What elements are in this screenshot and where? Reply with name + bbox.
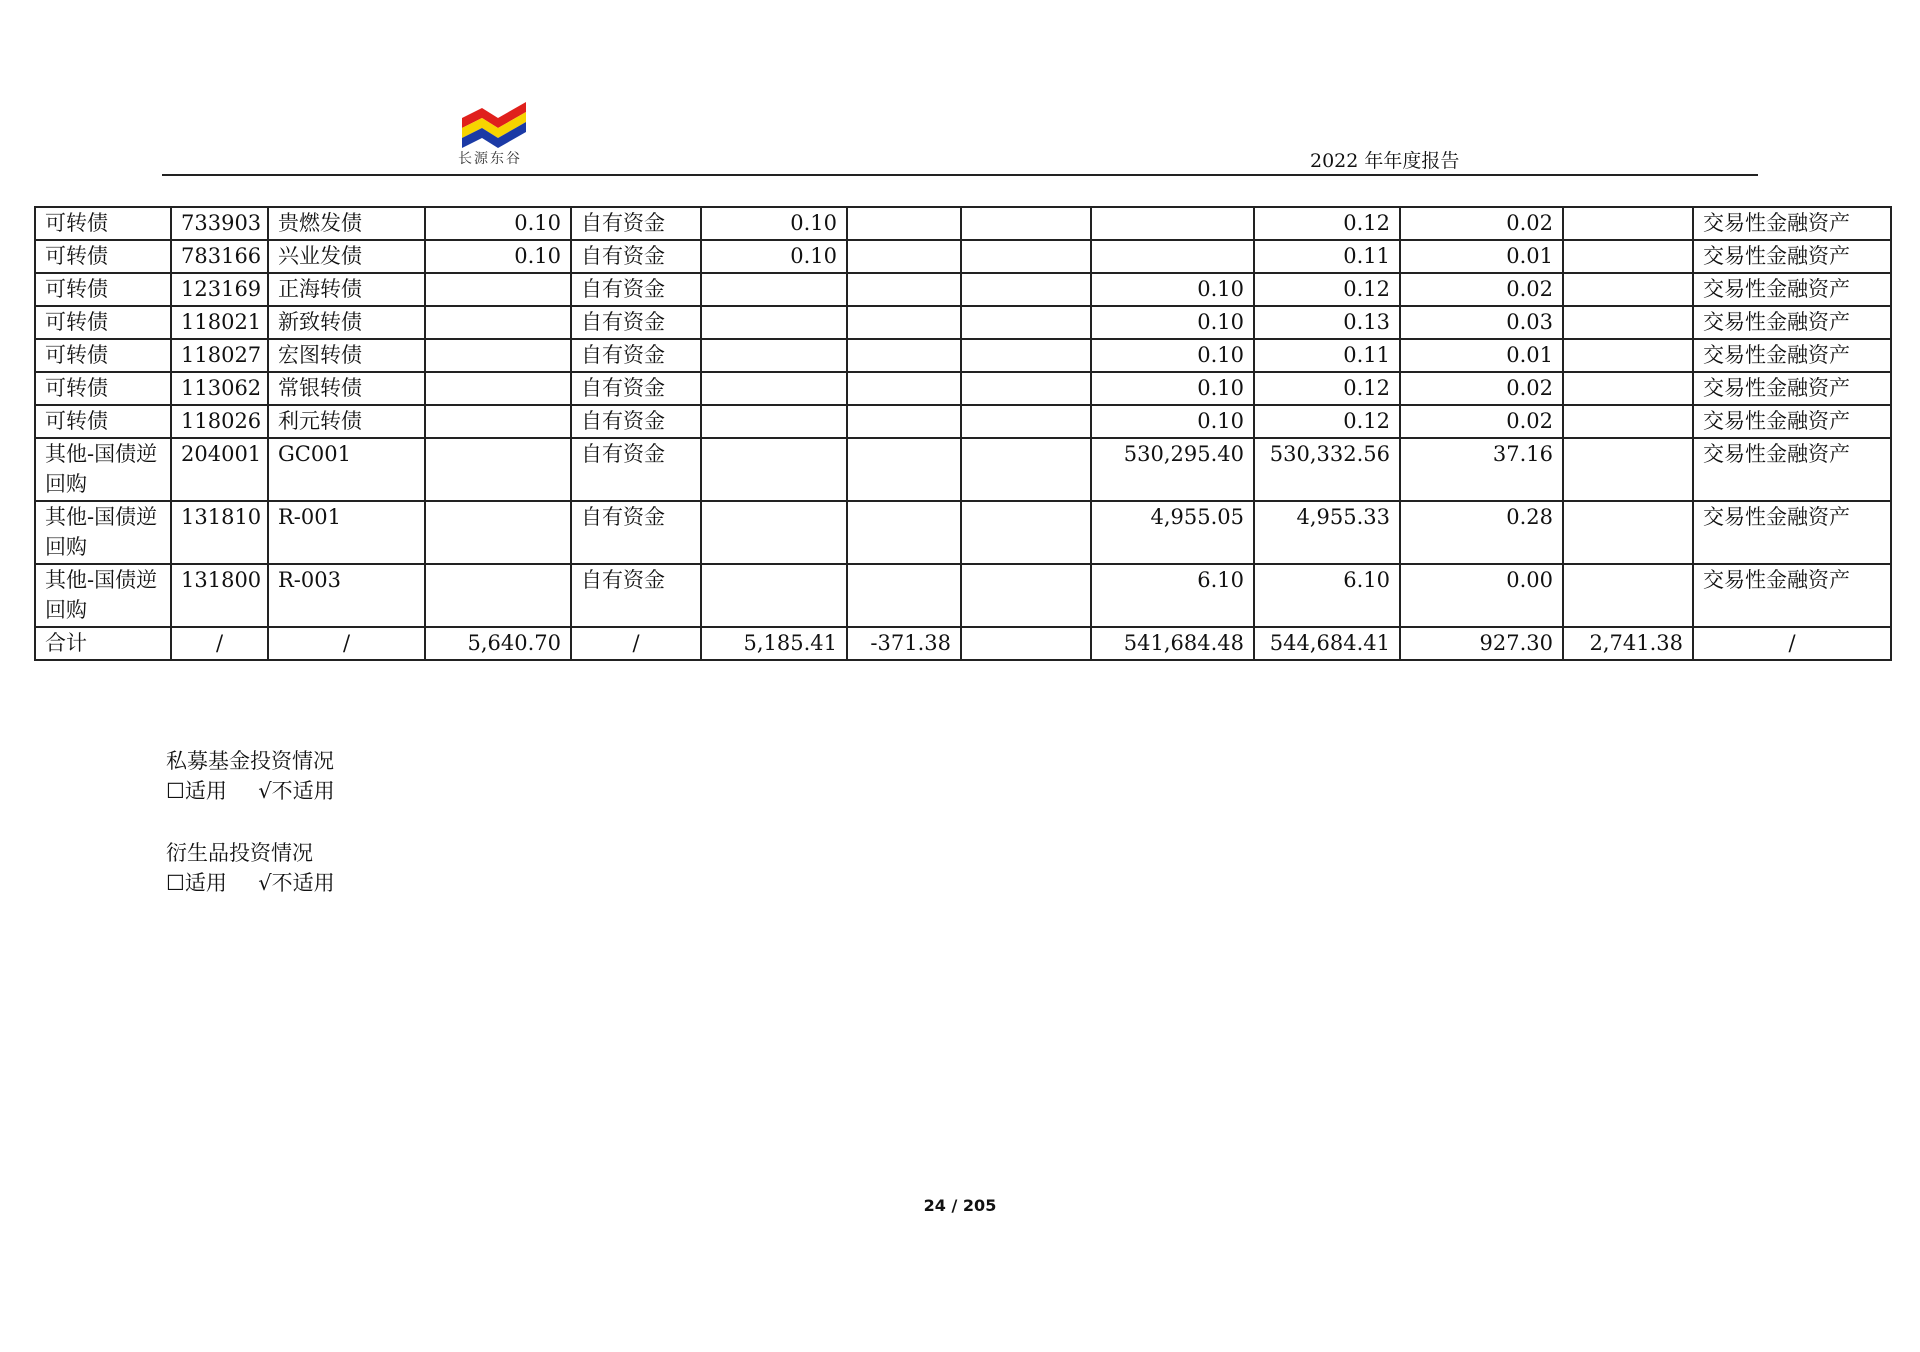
table-row: [35, 405, 1891, 438]
table-cell: 123169: [171, 273, 268, 306]
table-cell: [1563, 438, 1693, 501]
table-cell: 利元转债: [268, 405, 425, 438]
table-cell: [847, 339, 961, 372]
table-cell: [1563, 207, 1693, 240]
table-cell: 交易性金融资产: [1693, 372, 1891, 405]
table-cell: [1563, 405, 1693, 438]
table-cell: 4,955.33: [1254, 501, 1400, 564]
table-cell: [847, 207, 961, 240]
table-cell: [425, 438, 571, 501]
table-row: [35, 501, 1891, 564]
table-cell: 可转债: [35, 306, 171, 339]
table-cell: [1563, 240, 1693, 273]
table-cell: 可转债: [35, 273, 171, 306]
table-cell: [425, 405, 571, 438]
table-row: [35, 207, 1891, 240]
option-applicable: ☐适用: [166, 871, 227, 895]
option-not-applicable: √不适用: [258, 779, 335, 803]
table-cell: 可转债: [35, 207, 171, 240]
table-cell: 118021: [171, 306, 268, 339]
table-cell: [961, 240, 1091, 273]
table-cell: 新致转债: [268, 306, 425, 339]
table-cell: 交易性金融资产: [1693, 564, 1891, 627]
table-cell: [847, 240, 961, 273]
table-cell: [701, 501, 847, 564]
table-cell: [1091, 240, 1254, 273]
table-cell: [1563, 372, 1693, 405]
table-cell: [425, 501, 571, 564]
table-cell: 4,955.05: [1091, 501, 1254, 564]
page-number: 24 / 205: [923, 1196, 997, 1215]
table-cell: [701, 306, 847, 339]
table-cell: 0.13: [1254, 306, 1400, 339]
table-cell: 0.10: [1091, 405, 1254, 438]
table-cell: 交易性金融资产: [1693, 438, 1891, 501]
table-cell: 可转债: [35, 240, 171, 273]
table-cell: 0.12: [1254, 207, 1400, 240]
table-cell: 0.10: [701, 240, 847, 273]
table-cell: 0.01: [1400, 240, 1563, 273]
table-cell: 宏图转债: [268, 339, 425, 372]
table-cell: [961, 501, 1091, 564]
table-cell: [701, 273, 847, 306]
table-cell: [701, 339, 847, 372]
table-total-row: [35, 627, 1891, 660]
table-cell: 其他-国债逆回购: [35, 438, 171, 501]
table-cell: 交易性金融资产: [1693, 207, 1891, 240]
table-cell: R-003: [268, 564, 425, 627]
table-cell: [1563, 501, 1693, 564]
table-cell: 544,684.41: [1254, 627, 1400, 660]
table-cell: -371.38: [847, 627, 961, 660]
table-cell: 118026: [171, 405, 268, 438]
option-applicable: ☐适用: [166, 779, 227, 803]
table-cell: 0.11: [1254, 339, 1400, 372]
table-cell: 交易性金融资产: [1693, 273, 1891, 306]
table-cell: 5,640.70: [425, 627, 571, 660]
table-cell: [961, 207, 1091, 240]
option-not-applicable: √不适用: [258, 871, 335, 895]
table-cell: [961, 627, 1091, 660]
table-cell: [1563, 306, 1693, 339]
table-cell: [961, 405, 1091, 438]
table-cell: 2,741.38: [1563, 627, 1693, 660]
section-title: 私募基金投资情况: [166, 749, 334, 773]
table-cell: /: [171, 627, 268, 660]
table-cell: /: [268, 627, 425, 660]
securities-investment-table: [34, 206, 1892, 661]
table-cell: 37.16: [1400, 438, 1563, 501]
header-divider: [162, 174, 1758, 176]
table-row: [35, 273, 1891, 306]
table-cell: 927.30: [1400, 627, 1563, 660]
table-cell: 0.10: [425, 207, 571, 240]
table-row: [35, 240, 1891, 273]
table-cell: [425, 339, 571, 372]
table-cell: [847, 564, 961, 627]
table-cell: [961, 564, 1091, 627]
logo-text: 长源东谷: [458, 151, 522, 167]
table-cell: 自有资金: [571, 405, 701, 438]
table-cell: 交易性金融资产: [1693, 339, 1891, 372]
applicability-options: [166, 776, 335, 806]
table-cell: 0.10: [1091, 306, 1254, 339]
report-title: 2022 年年度报告: [1310, 150, 1460, 172]
table-cell: 自有资金: [571, 240, 701, 273]
table-cell: 自有资金: [571, 306, 701, 339]
table-cell: [847, 405, 961, 438]
table-cell: 合计: [35, 627, 171, 660]
table-cell: 0.12: [1254, 372, 1400, 405]
applicability-options: [166, 868, 335, 898]
table-cell: 0.10: [1091, 372, 1254, 405]
section-private-fund: [166, 746, 335, 806]
table-cell: 0.10: [701, 207, 847, 240]
table-cell: [701, 372, 847, 405]
section-title: 衍生品投资情况: [166, 841, 313, 865]
table-cell: 自有资金: [571, 501, 701, 564]
table-cell: [425, 273, 571, 306]
table-cell: 530,295.40: [1091, 438, 1254, 501]
table-cell: 自有资金: [571, 339, 701, 372]
table-cell: 0.02: [1400, 273, 1563, 306]
table-cell: 常银转债: [268, 372, 425, 405]
table-row: [35, 372, 1891, 405]
table-cell: 可转债: [35, 339, 171, 372]
table-cell: 自有资金: [571, 273, 701, 306]
table-cell: 0.10: [1091, 273, 1254, 306]
table-cell: [1091, 207, 1254, 240]
table-cell: 0.12: [1254, 405, 1400, 438]
table-cell: [701, 438, 847, 501]
table-cell: 可转债: [35, 405, 171, 438]
table-cell: [961, 306, 1091, 339]
table-cell: /: [571, 627, 701, 660]
table-cell: 131810: [171, 501, 268, 564]
company-logo-icon: [460, 96, 528, 156]
table-cell: 6.10: [1091, 564, 1254, 627]
table-cell: 兴业发债: [268, 240, 425, 273]
table-cell: [961, 438, 1091, 501]
table-cell: 0.10: [425, 240, 571, 273]
table-cell: [847, 273, 961, 306]
table-cell: 可转债: [35, 372, 171, 405]
table-cell: [847, 438, 961, 501]
table-cell: 131800: [171, 564, 268, 627]
table-cell: [425, 372, 571, 405]
table-row: [35, 306, 1891, 339]
table-cell: 118027: [171, 339, 268, 372]
table-cell: [961, 372, 1091, 405]
table-cell: [1563, 564, 1693, 627]
table-cell: [961, 339, 1091, 372]
section-derivatives: [166, 838, 335, 898]
table-cell: 0.11: [1254, 240, 1400, 273]
table-cell: 6.10: [1254, 564, 1400, 627]
table-cell: 5,185.41: [701, 627, 847, 660]
table-cell: [425, 306, 571, 339]
table-row: [35, 339, 1891, 372]
table-row: [35, 564, 1891, 627]
table-row: [35, 438, 1891, 501]
table-cell: 其他-国债逆回购: [35, 501, 171, 564]
table-cell: 0.10: [1091, 339, 1254, 372]
table-cell: 0.03: [1400, 306, 1563, 339]
table-cell: 733903: [171, 207, 268, 240]
table-cell: 0.28: [1400, 501, 1563, 564]
table-cell: 交易性金融资产: [1693, 405, 1891, 438]
table-cell: GC001: [268, 438, 425, 501]
table-cell: 0.02: [1400, 372, 1563, 405]
table-cell: [847, 501, 961, 564]
table-cell: 自有资金: [571, 207, 701, 240]
table-cell: 783166: [171, 240, 268, 273]
table-cell: R-001: [268, 501, 425, 564]
table-cell: [847, 372, 961, 405]
table-cell: 其他-国债逆回购: [35, 564, 171, 627]
table-cell: 204001: [171, 438, 268, 501]
table-cell: [847, 306, 961, 339]
table-cell: 113062: [171, 372, 268, 405]
table-cell: [961, 273, 1091, 306]
table-cell: [1563, 273, 1693, 306]
table-cell: 0.02: [1400, 405, 1563, 438]
table-cell: [701, 564, 847, 627]
table-cell: 交易性金融资产: [1693, 240, 1891, 273]
table-cell: [701, 405, 847, 438]
table-cell: 0.12: [1254, 273, 1400, 306]
table-cell: [1563, 339, 1693, 372]
table-cell: 自有资金: [571, 564, 701, 627]
table-cell: /: [1693, 627, 1891, 660]
table-cell: 自有资金: [571, 372, 701, 405]
table-cell: 自有资金: [571, 438, 701, 501]
table-cell: 交易性金融资产: [1693, 306, 1891, 339]
table-cell: 0.00: [1400, 564, 1563, 627]
table-cell: [425, 564, 571, 627]
table-cell: 贵燃发债: [268, 207, 425, 240]
table-cell: 交易性金融资产: [1693, 501, 1891, 564]
table-cell: 541,684.48: [1091, 627, 1254, 660]
table-cell: 530,332.56: [1254, 438, 1400, 501]
table-cell: 0.01: [1400, 339, 1563, 372]
table-cell: 0.02: [1400, 207, 1563, 240]
table-cell: 正海转债: [268, 273, 425, 306]
